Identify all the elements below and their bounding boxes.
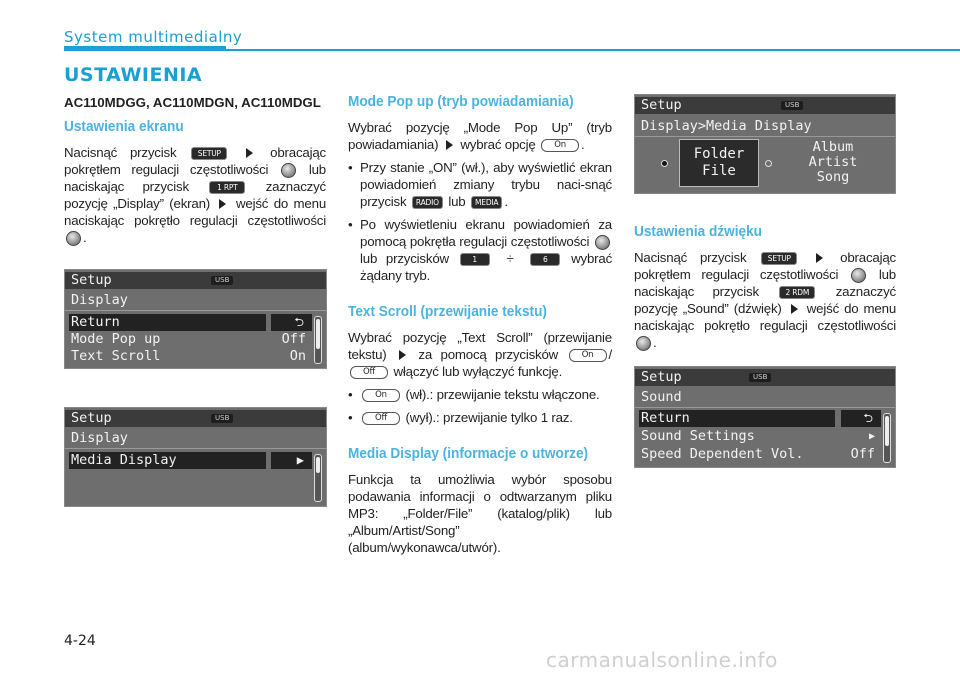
arrow-right-icon (219, 199, 226, 209)
preset-1-button-icon: 1 (460, 253, 490, 266)
scrollbar (314, 316, 322, 364)
text-scroll-text: Wybrać pozycję „Text Scroll” (przewijanie tekstu) za pomocą przycisków On / Off włączyć lub wyłączyć funkcję. (348, 330, 613, 379)
model-codes: AC110MDGG, AC110MDGN, AC110MDGL (64, 95, 321, 110)
off-option-icon: Off (350, 366, 388, 379)
page-number: 4-24 (64, 633, 96, 649)
screen-line-media-display: Media Display (69, 452, 266, 469)
usb-badge: USB (211, 414, 233, 423)
screen-media-display-options (634, 94, 896, 194)
submenu-arrow-icon: ▶ (271, 452, 312, 469)
screen-line-sound-settings: Sound Settings ▶ (641, 428, 875, 444)
radio-button-icon: RADIO (412, 196, 443, 209)
screen-display-menu (64, 269, 327, 369)
option-album-artist-song: Album Artist Song (808, 139, 858, 185)
usb-badge: USB (749, 373, 771, 382)
text-scroll-heading: Text Scroll (przewijanie tekstu) (348, 304, 547, 320)
radio-unselected-icon (765, 160, 772, 167)
header-title: System multimedialny (64, 28, 243, 46)
screen-title-bar: Setup (635, 369, 895, 386)
arrow-right-icon (446, 140, 453, 150)
scrollbar (314, 454, 322, 502)
mode-popup-bullet-on: • Przy stanie „ON” (wł.), aby wyświetlić ekran powiadomień zmiany trybu naci-snąć przycisk RADIO lub MEDIA . (348, 159, 612, 210)
screen-line-return: Return (639, 410, 835, 427)
media-display-heading: Media Display (informacje o utworze) (348, 446, 589, 462)
return-arrow-icon: ⮌ (271, 314, 312, 331)
preset-6-button-icon: 6 (530, 253, 560, 266)
screen-line-display: Display (71, 430, 128, 446)
column-3 (634, 224, 896, 357)
usb-badge: USB (211, 276, 233, 285)
option-folder-file: Folder File (679, 139, 759, 187)
column-2 (348, 94, 612, 562)
screen-title-bar: Setup (65, 272, 326, 289)
column-1 (64, 94, 326, 252)
screen-line-path: Display>Media Display (641, 118, 812, 134)
screen-line-return: Return (69, 314, 266, 331)
media-display-text: Funkcja ta umożliwia wybór sposobu podawania informacji o odtwarzanym pliku MP3: „Folder/File” (katalog/plik) lub „Album/Artist/Song” (album/wykonawca/utwór). (348, 472, 612, 555)
display-settings-heading: Ustawienia ekranu (64, 119, 184, 135)
text-scroll-bullet-off: • Off (wył).: przewijanie tylko 1 raz. (348, 409, 612, 426)
screen-line-display: Display (71, 292, 128, 308)
on-option-icon: On (541, 139, 579, 152)
arrow-right-icon (246, 148, 253, 158)
off-option-icon: Off (362, 412, 400, 425)
return-arrow-icon: ⮌ (841, 410, 881, 427)
text-scroll-bullet-on: • On (wł).: przewijanie tekstu włączone. (348, 386, 612, 403)
media-button-icon: MEDIA (471, 196, 502, 209)
tune-knob-icon (281, 163, 296, 178)
screen-line-sound: Sound (641, 389, 682, 405)
mode-popup-bullet-select: • Po wyświetleniu ekranu powiadomień za pomocą pokrętła regulacji częstotliwości lub przycisków 1 ÷ 6 wybrać żądany tryb. (348, 216, 612, 284)
submenu-arrow-icon: ▶ (868, 431, 875, 442)
screen-line-speed-vol: Speed Dependent Vol. Off (641, 446, 875, 462)
screen-title-bar: Setup (635, 97, 895, 114)
on-option-icon: On (362, 389, 400, 402)
tune-knob-icon (595, 235, 610, 250)
rdm-button-icon: 2 RDM (779, 286, 815, 299)
on-option-icon: On (569, 349, 607, 362)
setup-button-icon: SETUP (191, 147, 227, 160)
screen-title-bar: Setup (65, 410, 326, 427)
section-title: USTAWIENIA (64, 64, 203, 86)
mode-popup-text: Wybrać pozycję „Mode Pop Up” (tryb powiadamiania) wybrać opcję On . (348, 120, 612, 152)
mode-popup-heading: Mode Pop up (tryb powiadamiania) (348, 94, 574, 110)
tune-knob-icon (851, 268, 866, 283)
sound-settings-text: Nacisnąć przycisk SETUP obracając pokrętłem regulacji częstotliwości lub naciskając przycisk 2 RDM zaznaczyć pozycję „Sound” (dźwięk) wejść do menu naciskając pokrętło regulacji częstotliwości . (634, 250, 897, 350)
sound-settings-heading: Ustawienia dźwięku (634, 224, 763, 240)
arrow-right-icon (399, 350, 406, 360)
screen-line-text-scroll: Text Scroll On (71, 348, 306, 364)
arrow-right-icon (816, 253, 823, 263)
header-rule (64, 49, 960, 51)
screen-media-display-menu (64, 407, 327, 507)
rpt-button-icon: 1 RPT (209, 181, 245, 194)
screen-sound-menu (634, 366, 896, 468)
radio-selected-icon (661, 160, 668, 167)
display-settings-text: Nacisnąć przycisk SETUP obracając pokrętłem regulacji częstotliwości lub naciskając przycisk 1 RPT zaznaczyć pozycję „Display” (ekran) wejść do menu naciskając pokrętło regulacji częstotliwości . (64, 145, 327, 245)
arrow-right-icon (791, 304, 798, 314)
tune-knob-icon (636, 336, 651, 351)
setup-button-icon: SETUP (761, 252, 797, 265)
tune-knob-icon (66, 231, 81, 246)
scrollbar (883, 413, 891, 463)
screen-line-mode-popup: Mode Pop up Off (71, 331, 306, 347)
usb-badge: USB (781, 101, 803, 110)
watermark: carmanualsonline.info (546, 648, 778, 672)
